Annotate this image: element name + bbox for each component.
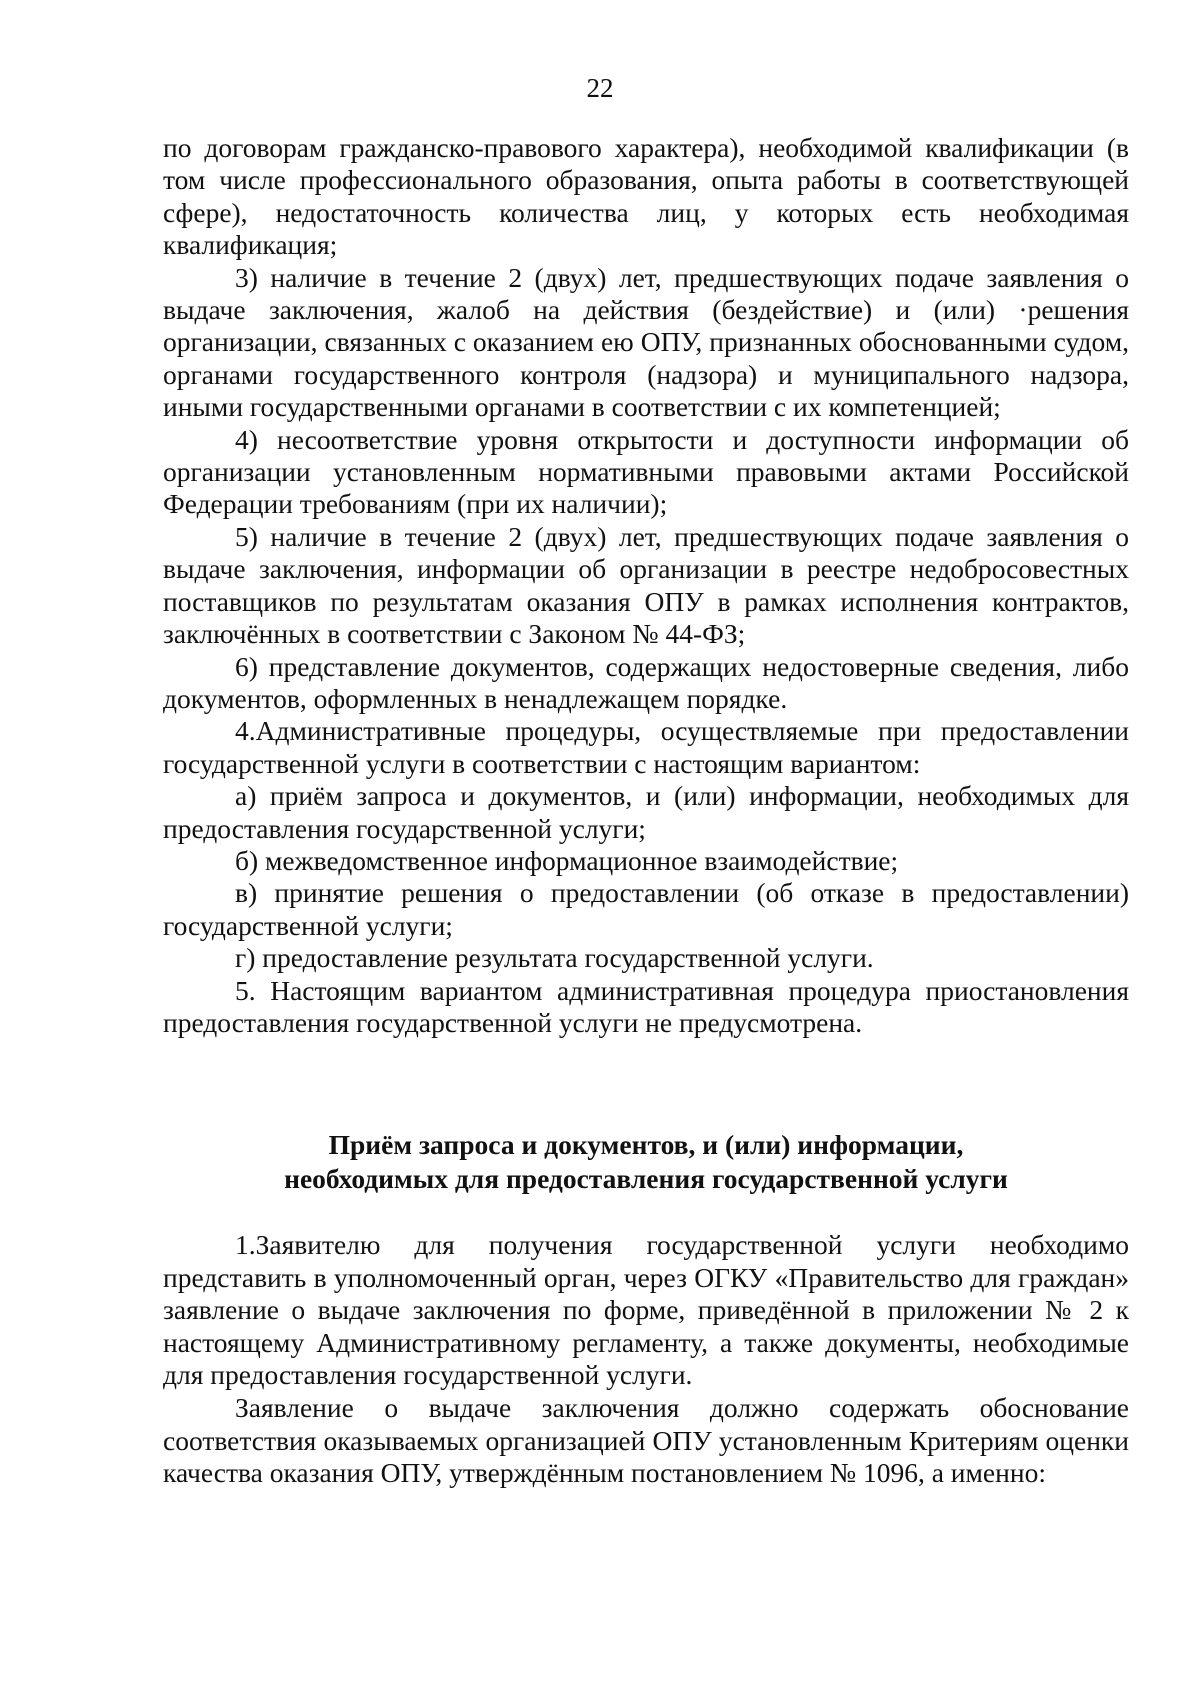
section-heading-line-2: необходимых для предоставления государственной услуги — [284, 1163, 1008, 1194]
paragraph-item-3: 3) наличие в течение 2 (двух) лет, предшествующих подаче заявления о выдаче заключения, жалоб на действия (бездействие) и (или) ·решения организации, связанных с оказанием ею ОПУ, признанных обоснованными судом, органами государственного контроля (надзора) и муниципального надзора, иными государственными органами в соответствии с их компетенцией; — [163, 261, 1129, 423]
section-heading-line-1: Приём запроса и документов, и (или) информации, — [328, 1129, 964, 1160]
paragraph-application-content: Заявление о выдаче заключения должно содержать обоснование соответствия оказываемых организацией ОПУ установленным Критериям оценки качества оказания ОПУ, утверждённым постановлением № 1096, а именно: — [163, 1391, 1129, 1489]
paragraph-continuation: по договорам гражданско-правового характера), необходимой квалификации (в том числе профессионального образования, опыта работы в соответствующей сфере), недостаточность количества лиц, у которых есть необходимая квалификация; — [163, 132, 1129, 261]
paragraph-applicant: 1.Заявителю для получения государственной услуги необходимо представить в уполномоченный орган, через ОГКУ «Правительство для граждан» заявление о выдаче заключения по форме, приведённой в приложении № 2 к настоящему Административному регламенту, а также документы, необходимые для предоставления государственной услуги. — [163, 1229, 1129, 1391]
section-heading — [163, 1128, 1129, 1196]
paragraph-item-5: 5) наличие в течение 2 (двух) лет, предшествующих подаче заявления о выдаче заключения, информации об организации в реестре недобросовестных поставщиков по результатам оказания ОПУ в рамках исполнения контрактов, заключённых в соответствии с Законом № 44-ФЗ; — [163, 520, 1129, 650]
section-body-1 — [163, 132, 1129, 1039]
section-body-2 — [163, 1229, 1129, 1490]
paragraph-item-5-suspension: 5. Настоящим вариантом административная процедура приостановления предоставления государственной услуги не предусмотрена. — [163, 974, 1129, 1038]
paragraph-procedures: 4.Административные процедуры, осуществляемые при предоставлении государственной услуги в соответствии с настоящим вариантом: — [163, 715, 1129, 779]
paragraph-procedure-v: в) принятие решения о предоставлении (об отказе в предоставлении) государственной услуги; — [163, 877, 1129, 941]
paragraph-procedure-b: б) межведомственное информационное взаимодействие; — [235, 844, 899, 876]
page-number: 22 — [586, 73, 614, 103]
paragraph-item-4: 4) несоответствие уровня открытости и доступности информации об организации установленным нормативными правовыми актами Российской Федерации требованиям (при их наличии); — [163, 423, 1129, 520]
paragraph-procedure-a: а) приём запроса и документов, и (или) информации, необходимых для предоставления государственной услуги; — [163, 780, 1129, 844]
paragraph-item-6: 6) представление документов, содержащих недостоверные сведения, либо документов, оформленных в ненадлежащем порядке. — [163, 650, 1129, 714]
paragraph-procedure-g: г) предоставление результата государственной услуги. — [235, 942, 874, 974]
